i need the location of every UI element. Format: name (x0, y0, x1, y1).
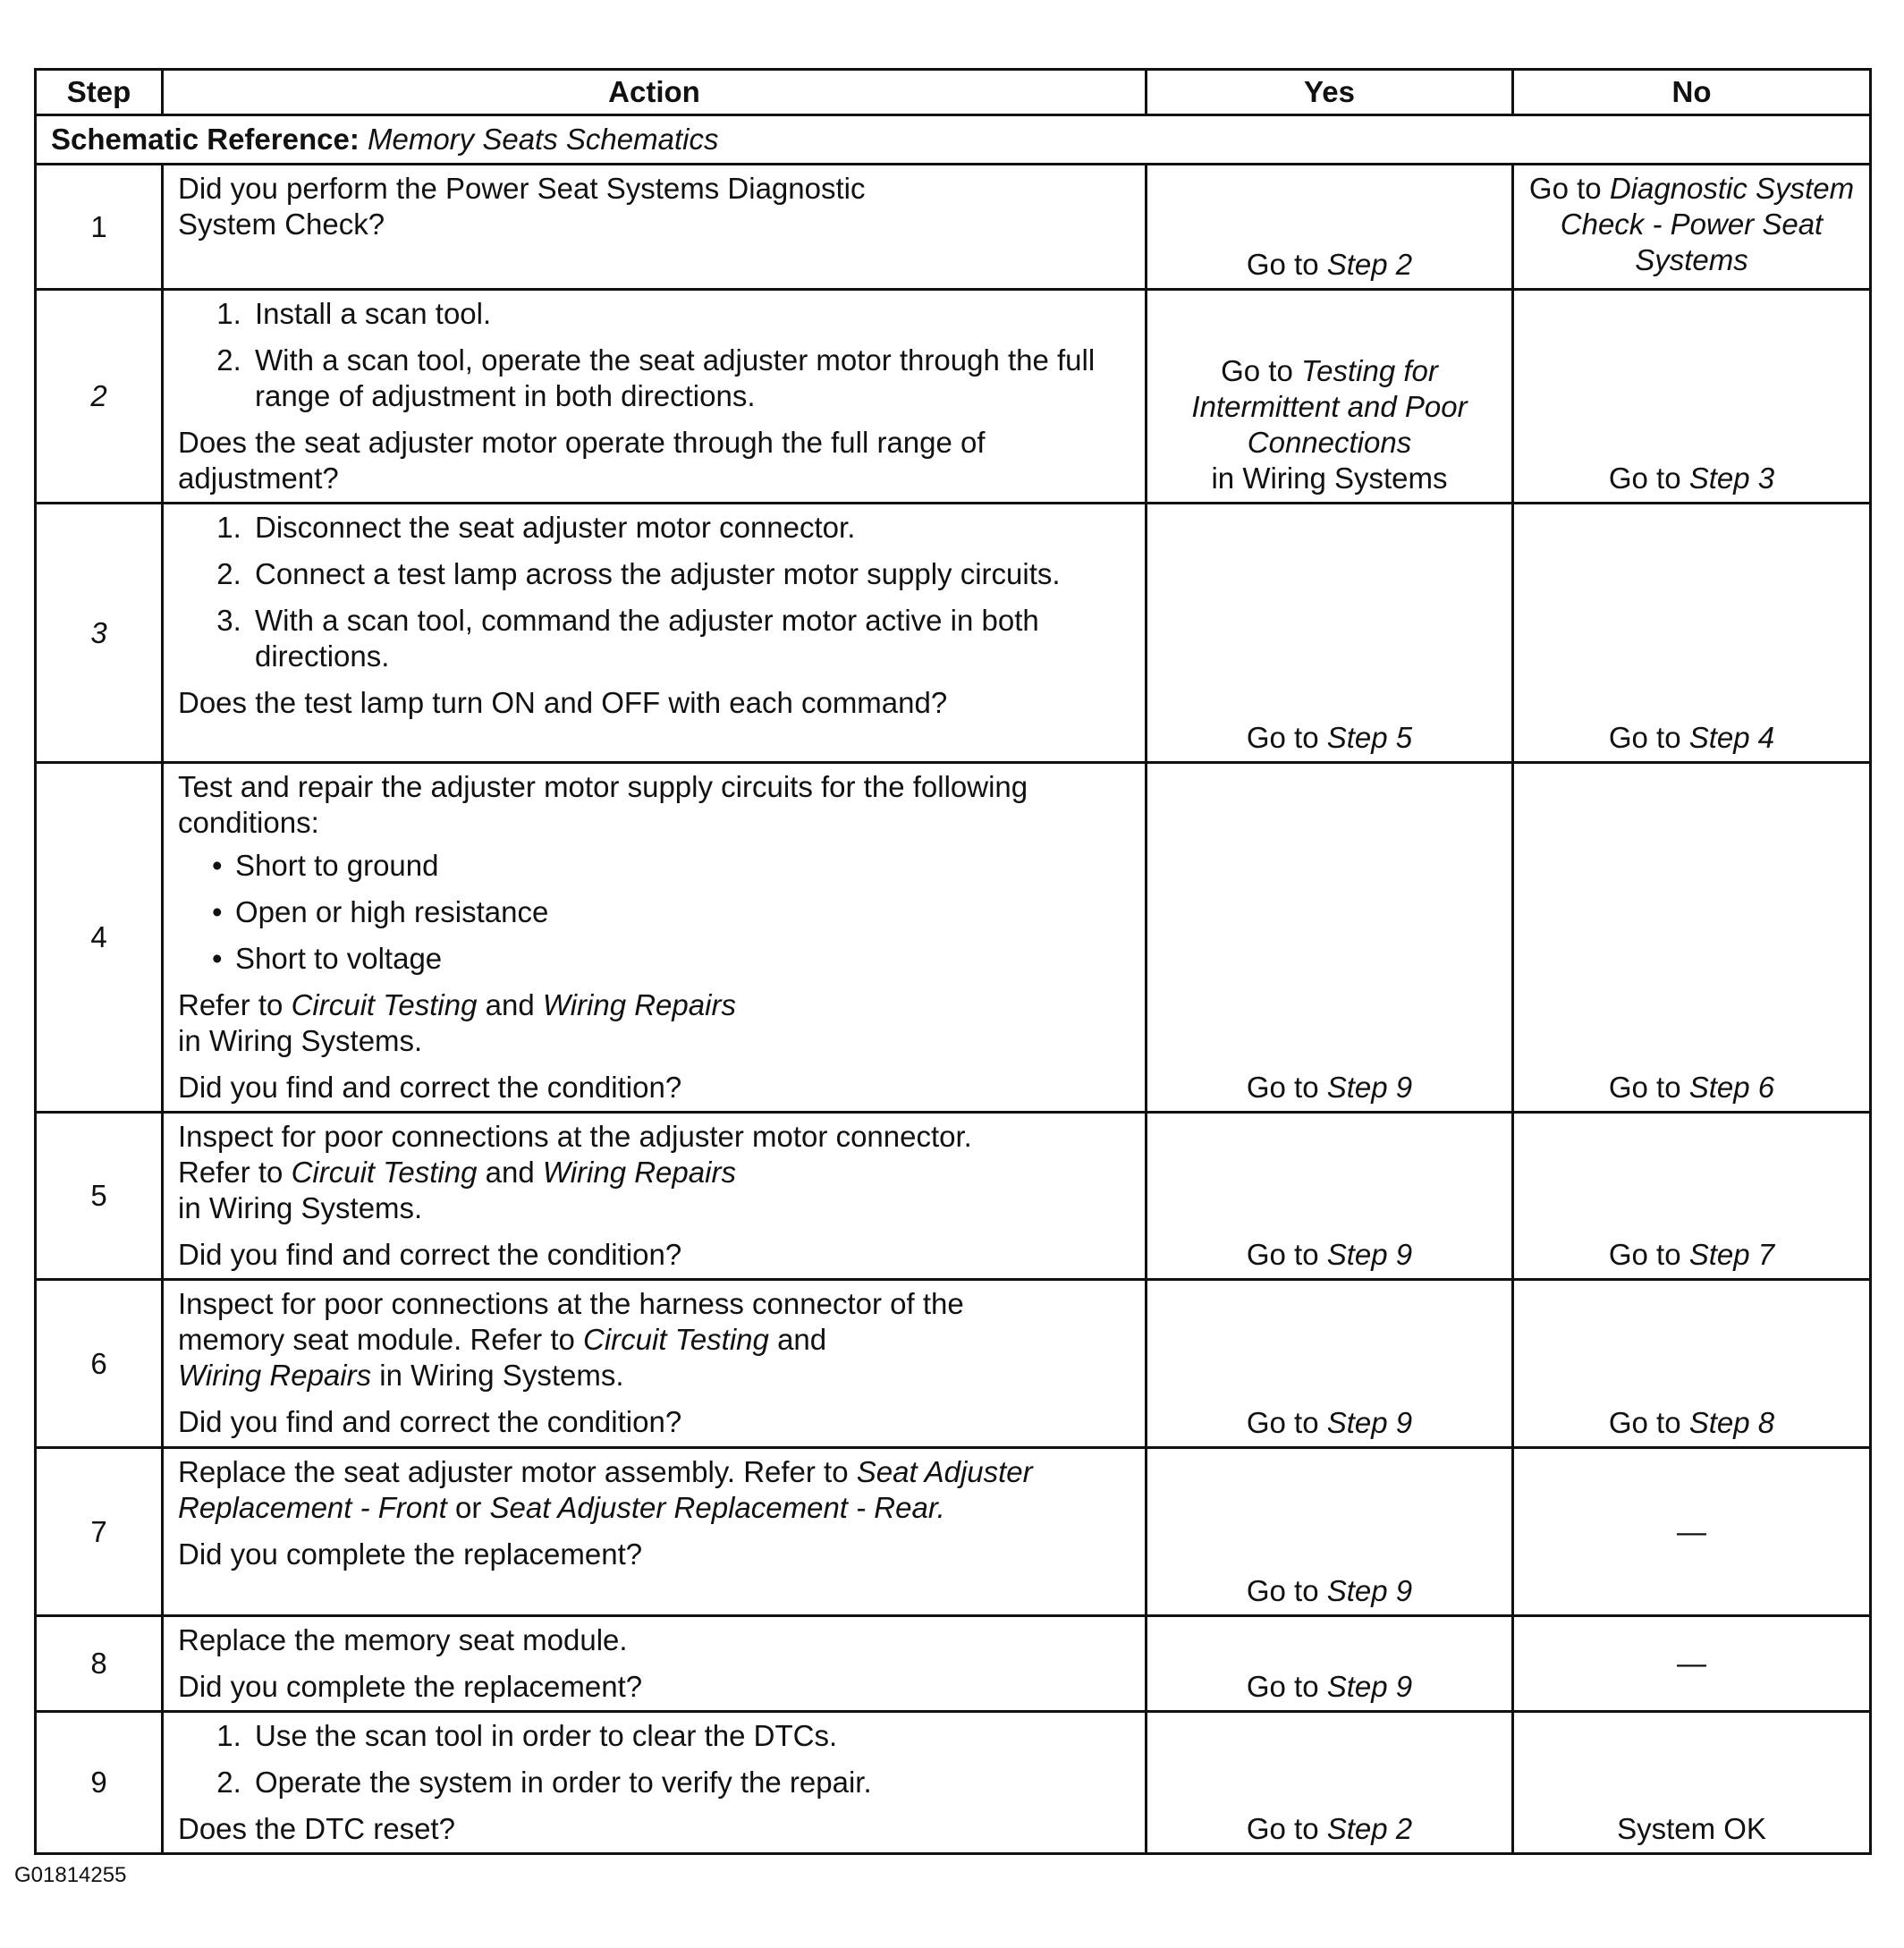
yes-prefix: Go to (1246, 1071, 1319, 1104)
no-cell: — (1513, 1448, 1871, 1616)
seat-adjuster-rear-link[interactable]: Seat Adjuster Replacement - Rear. (489, 1491, 945, 1524)
seat-adjuster-front-link[interactable]: Seat Adjuster Replacement - Front (178, 1455, 1033, 1524)
no-cell (1513, 504, 1871, 763)
step-number: 7 (36, 1448, 163, 1616)
yes-prefix: Go to (1246, 1670, 1319, 1703)
circuit-testing-link[interactable]: Circuit Testing (583, 1323, 769, 1356)
wiring-repairs-link[interactable]: Wiring Repairs (542, 988, 736, 1021)
action-question: Does the seat adjuster motor operate through the full range of adjustment? (178, 426, 986, 495)
action-steps (178, 510, 1130, 674)
no-cell (1513, 165, 1871, 290)
table-row (36, 763, 1871, 1113)
ref-and: and (485, 1156, 535, 1189)
ref-and: and (485, 988, 535, 1021)
action-intro: Inspect for poor connections at the adjuster motor connector. (178, 1120, 972, 1153)
action-cell (163, 1113, 1147, 1280)
schematic-reference (36, 115, 1871, 165)
yes-cell (1147, 1712, 1513, 1854)
action-step: 3. With a scan tool, command the adjuster motor active in both directions. (250, 603, 1130, 674)
step-number: 1 (36, 165, 163, 290)
ref-or: or (454, 1491, 482, 1524)
no-link[interactable]: Step 4 (1688, 721, 1775, 754)
step-number: 2 (36, 290, 163, 504)
yes-link[interactable]: Step 2 (1326, 248, 1413, 281)
action-cell (163, 504, 1147, 763)
ref-suffix: in Wiring Systems. (178, 1191, 423, 1224)
no-prefix: Go to (1608, 462, 1681, 495)
no-link[interactable]: Step 3 (1688, 462, 1775, 495)
yes-prefix: Go to (1246, 1812, 1319, 1845)
action-reference (178, 1454, 1130, 1526)
yes-prefix: Go to (1221, 354, 1293, 387)
yes-link[interactable]: Step 9 (1326, 1071, 1413, 1104)
action-cell (163, 290, 1147, 504)
no-prefix: Go to (1608, 1406, 1681, 1439)
header-row (36, 70, 1871, 115)
wiring-repairs-link[interactable]: Wiring Repairs (178, 1359, 372, 1392)
action-step: 1. Use the scan tool in order to clear the DTCs. (250, 1718, 1130, 1754)
circuit-testing-link[interactable]: Circuit Testing (291, 988, 478, 1021)
yes-prefix: Go to (1246, 248, 1319, 281)
table-row (36, 1280, 1871, 1448)
yes-suffix: in Wiring Systems (1211, 462, 1448, 495)
no-cell (1513, 763, 1871, 1113)
no-link[interactable]: Step 7 (1688, 1238, 1775, 1271)
no-link[interactable]: Diagnostic System Check - Power Seat Systems (1560, 172, 1855, 276)
schematic-reference-link[interactable]: Memory Seats Schematics (368, 123, 719, 156)
table-row (36, 1113, 1871, 1280)
action-cell (163, 763, 1147, 1113)
condition-item: • Open or high resistance (235, 894, 1130, 930)
figure-id: G01814255 (14, 1863, 127, 1887)
action-intro: Test and repair the adjuster motor supply circuits for the following conditions: (178, 770, 1028, 839)
action-question: Did you find and correct the condition? (178, 1405, 682, 1438)
yes-cell (1147, 165, 1513, 290)
action-cell (163, 1712, 1147, 1854)
no-link[interactable]: Step 8 (1688, 1406, 1775, 1439)
schematic-reference-row (36, 115, 1871, 165)
step-number: 8 (36, 1616, 163, 1712)
header-action: Action (163, 70, 1147, 115)
action-intro: Replace the seat adjuster motor assembly. Refer to (178, 1455, 849, 1488)
condition-list (178, 848, 1130, 977)
action-cell (163, 165, 1147, 290)
yes-link[interactable]: Step 9 (1326, 1574, 1413, 1607)
header-step: Step (36, 70, 163, 115)
action-cell (163, 1280, 1147, 1448)
action-steps (178, 1718, 1130, 1800)
ref-and: and (777, 1323, 827, 1356)
schematic-reference-label: Schematic Reference: (51, 123, 360, 156)
yes-cell (1147, 1280, 1513, 1448)
no-prefix: Go to (1608, 1238, 1681, 1271)
action-cell (163, 1616, 1147, 1712)
step-number: 5 (36, 1113, 163, 1280)
condition-item: • Short to ground (235, 848, 1130, 884)
yes-link[interactable]: Testing for Intermittent and Poor Connections (1191, 354, 1468, 459)
action-intro: Replace the memory seat module. (178, 1623, 628, 1656)
action-step: 2. Connect a test lamp across the adjuster motor supply circuits. (250, 556, 1130, 592)
ref-prefix: Refer to (178, 1156, 283, 1189)
yes-link[interactable]: Step 9 (1326, 1406, 1413, 1439)
action-question: Did you complete the replacement? (178, 1537, 643, 1571)
action-cell (163, 1448, 1147, 1616)
yes-cell (1147, 1113, 1513, 1280)
yes-prefix: Go to (1246, 1238, 1319, 1271)
no-prefix: Go to (1608, 721, 1681, 754)
action-steps (178, 296, 1130, 414)
circuit-testing-link[interactable]: Circuit Testing (291, 1156, 478, 1189)
ref-prefix: Refer to (178, 988, 283, 1021)
table-row (36, 165, 1871, 290)
yes-link[interactable]: Step 9 (1326, 1238, 1413, 1271)
no-link[interactable]: Step 6 (1688, 1071, 1775, 1104)
ref-suffix: in Wiring Systems. (178, 1024, 423, 1057)
no-cell: System OK (1513, 1712, 1871, 1854)
yes-prefix: Go to (1246, 1574, 1319, 1607)
yes-link[interactable]: Step 9 (1326, 1670, 1413, 1703)
step-number: 4 (36, 763, 163, 1113)
action-intro: Inspect for poor connections at the harness connector of the memory seat module. Refer to (178, 1287, 964, 1356)
table-row (36, 504, 1871, 763)
yes-cell (1147, 290, 1513, 504)
yes-prefix: Go to (1246, 1406, 1319, 1439)
action-question: Did you find and correct the condition? (178, 1071, 682, 1104)
yes-cell (1147, 1616, 1513, 1712)
action-step: 2. With a scan tool, operate the seat adjuster motor through the full range of adjustment in both directions. (250, 343, 1130, 414)
action-question: Does the test lamp turn ON and OFF with each command? (178, 686, 948, 719)
action-reference (178, 987, 1130, 1059)
yes-link[interactable]: Step 5 (1326, 721, 1413, 754)
table-row (36, 1448, 1871, 1616)
no-cell (1513, 1113, 1871, 1280)
header-no: No (1513, 70, 1871, 115)
yes-cell (1147, 504, 1513, 763)
ref-suffix: in Wiring Systems. (379, 1359, 624, 1392)
action-step: 1. Disconnect the seat adjuster motor connector. (250, 510, 1130, 546)
table-row (36, 1616, 1871, 1712)
no-cell (1513, 290, 1871, 504)
step-number: 9 (36, 1712, 163, 1854)
table-row (36, 290, 1871, 504)
action-text: Did you perform the Power Seat Systems Diagnostic System Check? (178, 172, 866, 241)
condition-item: • Short to voltage (235, 941, 1130, 977)
action-question: Did you complete the replacement? (178, 1670, 643, 1703)
yes-cell (1147, 1448, 1513, 1616)
no-cell (1513, 1280, 1871, 1448)
no-prefix: Go to (1528, 172, 1602, 205)
action-step: 1. Install a scan tool. (250, 296, 1130, 332)
action-reference (178, 1286, 1046, 1393)
no-prefix: Go to (1608, 1071, 1681, 1104)
wiring-repairs-link[interactable]: Wiring Repairs (542, 1156, 736, 1189)
yes-link[interactable]: Step 2 (1326, 1812, 1413, 1845)
header-yes: Yes (1147, 70, 1513, 115)
diagnostic-table (34, 68, 1872, 1855)
action-question: Did you find and correct the condition? (178, 1238, 682, 1271)
step-number: 3 (36, 504, 163, 763)
action-step: 2. Operate the system in order to verify the repair. (250, 1765, 1130, 1800)
step-number: 6 (36, 1280, 163, 1448)
action-question: Does the DTC reset? (178, 1812, 455, 1845)
yes-cell (1147, 763, 1513, 1113)
yes-prefix: Go to (1246, 721, 1319, 754)
no-cell: — (1513, 1616, 1871, 1712)
table-row (36, 1712, 1871, 1854)
action-reference (178, 1155, 1130, 1226)
